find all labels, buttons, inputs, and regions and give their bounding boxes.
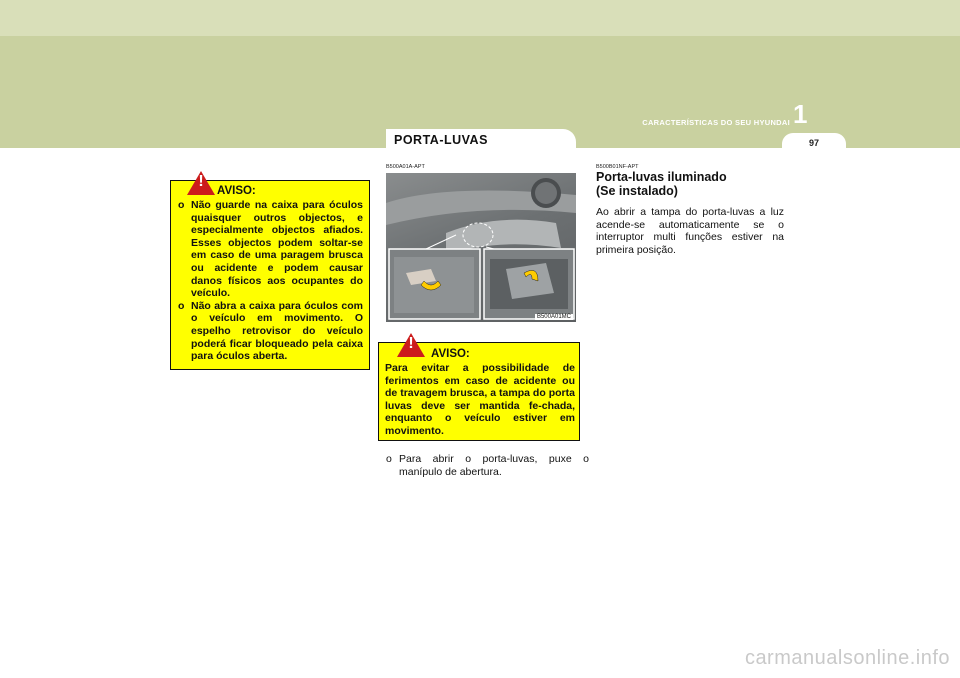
warning-exclamation: ! [198,173,204,190]
subsection-heading-line1: Porta-luvas iluminado [596,170,727,184]
chapter-title: CARACTERÍSTICAS DO SEU HYUNDAI [642,118,790,127]
warning-box-left [170,173,370,370]
bullet: o [178,199,185,211]
page-number: 97 [808,138,819,148]
warning-item-text: Não guarde na caixa para óculos quaisquer outros objectos, e especialmente objectos afiados. Esses objectos podem soltar-se em caso de uma paragem brusca ou acidente e podem causar danos físicos aos ocupantes do veículo. [191,199,363,300]
glove-box-photo [386,173,576,322]
warning-item [178,199,363,300]
ref-code: B500A01A-APT [386,164,425,170]
subsection-heading [596,171,796,198]
instruction-text [386,453,589,478]
instruction-text-content: Para abrir o porta-luvas, puxe o manípulo de abertura. [399,453,589,478]
warning-title: AVISO: [217,185,256,197]
chapter-number: 1 [793,99,808,129]
watermark: carmanualsonline.info [744,647,950,669]
ref-code: B500B01NF-APT [596,164,639,170]
warning-box-middle [378,335,580,441]
warning-item-text: Não abra a caixa para óculos com o veículo em movimento. O espelho retrovisor do veículo poderá ficar bloqueado pela caixa para óculos aberta. [191,299,363,363]
subsection-heading-line2: (Se instalado) [596,183,678,198]
bullet: o [178,299,185,312]
glove-box-illustration [386,173,576,322]
warning-exclamation: ! [408,335,414,352]
warning-item [178,300,363,363]
bullet: o [386,453,392,465]
image-code: B500A01MC [536,314,571,320]
subsection-text: Ao abrir a tampa do porta-luvas a luz acende-se automaticamente se o interruptor multi funções estiver na primeira posição. [596,206,784,256]
warning-title: AVISO: [431,348,470,360]
warning-list [178,199,363,363]
warning-text: Para evitar a possibilidade de ferimentos em caso de acidente ou de travagem brusca, a tampa do porta luvas deve ser mantida fe-chada, enquanto o veículo estiver em movimento. [385,362,575,437]
section-title: PORTA-LUVAS [394,133,488,147]
